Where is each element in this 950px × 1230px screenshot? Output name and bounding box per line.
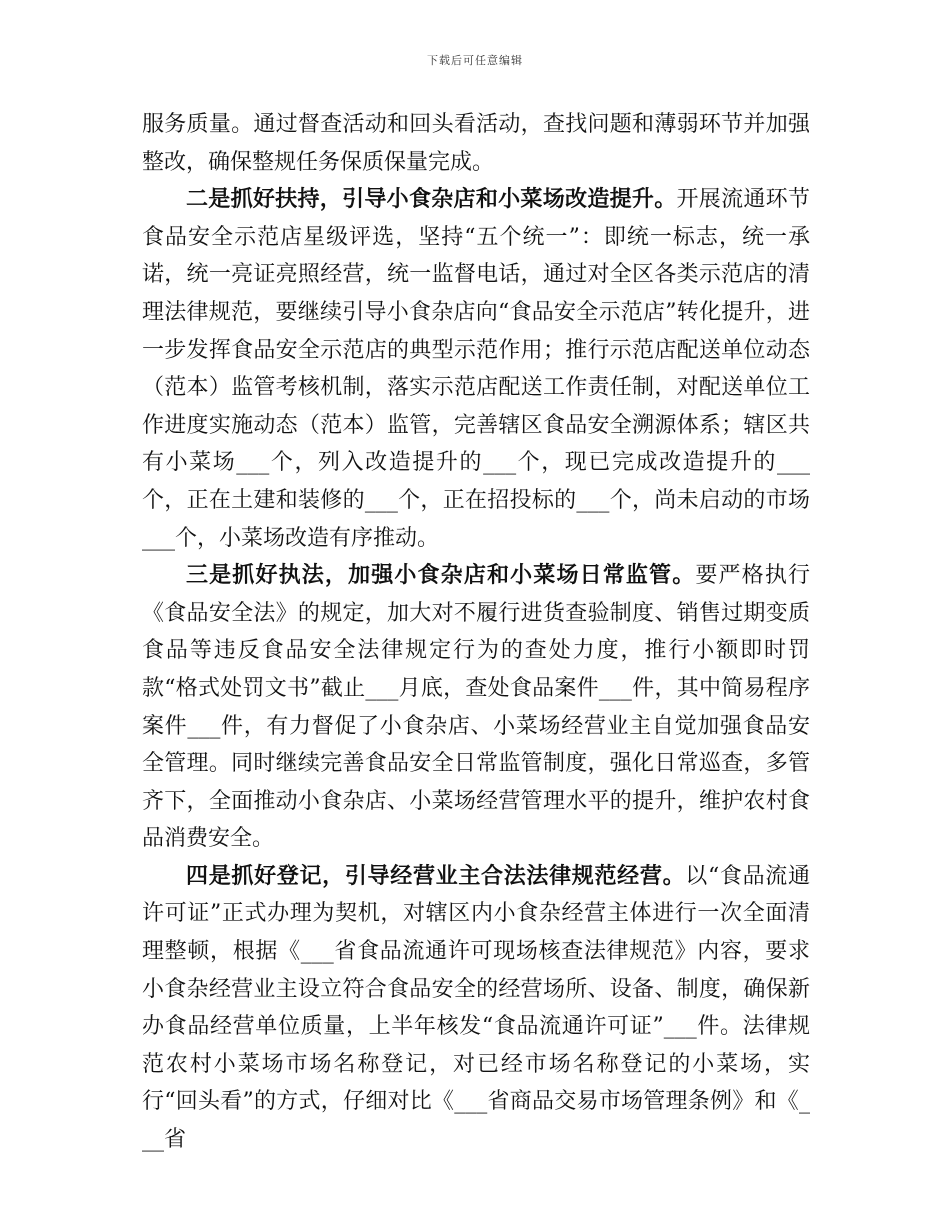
paragraph-text: 要严格执行《食品安全法》的规定，加大对不履行进货查验制度、销售过期变质食品等违反食品安全法律规定行为的查处力度，推行小额即时罚款“格式处罚文书”截止___月底，查处食品案件___件，其中简易程序案件___件，有力督促了小食杂店、小菜场经营业主自觉加强食品安全管理。同时继续完善食品安全日常监管制度，强化日常巡查，多管齐下，全面推动小食杂店、小菜场经营管理水平的提升，维护农村食品消费安全。 — [142, 563, 810, 852]
paragraph-heading: 二是抓好扶持，引导小食杂店和小菜场改造提升。 — [186, 186, 677, 213]
paragraph-text: 以“食品流通许可证”正式办理为契机，对辖区内小食杂经营主体进行一次全面清理整顿，根据《___省食品流通许可现场核查法律规范》内容，要求小食杂经营业主设立符合食品安全的经营场所、设备、制度，确保新办食品经营单位质量，上半年核发“食品流通许可证”___件。法律规范农村小菜场市场名称登记，对已经市场名称登记的小菜场，实行“回头看”的方式，仔细对比《___省商品交易市场管理条例》和《___省 — [142, 863, 810, 1153]
page-header: 下载后可任意编辑 — [427, 54, 523, 67]
paragraph-continuation — [142, 106, 810, 181]
paragraph-text: 开展流通环节食品安全示范店星级评选，坚持“五个统一”：即统一标志，统一承诺，统一亮证亮照经营，统一监督电话，通过对全区各类示范店的清理法律规范，要继续引导小食杂店向“食品安全示范店”转化提升，进一步发挥食品安全示范店的典型示范作用；推行示范店配送单位动态（范本）监管考核机制，落实示范店配送工作责任制，对配送单位工作进度实施动态（范本）监管，完善辖区食品安全溯源体系；辖区共有小菜场___个，列入改造提升的___个，现已完成改造提升的___个，正在土建和装修的___个，正在招投标的___个，尚未启动的市场___个，小菜场改造有序推动。 — [142, 187, 810, 551]
paragraph-enforcement — [142, 557, 810, 858]
paragraph-support — [142, 181, 810, 557]
paragraph-text: 服务质量。通过督查活动和回头看活动，查找问题和薄弱环节并加强整改，确保整规任务保质保量完成。 — [142, 112, 810, 175]
document-body — [142, 106, 810, 1159]
paragraph-heading: 四是抓好登记，引导经营业主合法法律规范经营。 — [186, 862, 686, 889]
paragraph-heading: 三是抓好执法，加强小食杂店和小菜场日常监管。 — [186, 562, 696, 589]
paragraph-registration — [142, 858, 810, 1159]
